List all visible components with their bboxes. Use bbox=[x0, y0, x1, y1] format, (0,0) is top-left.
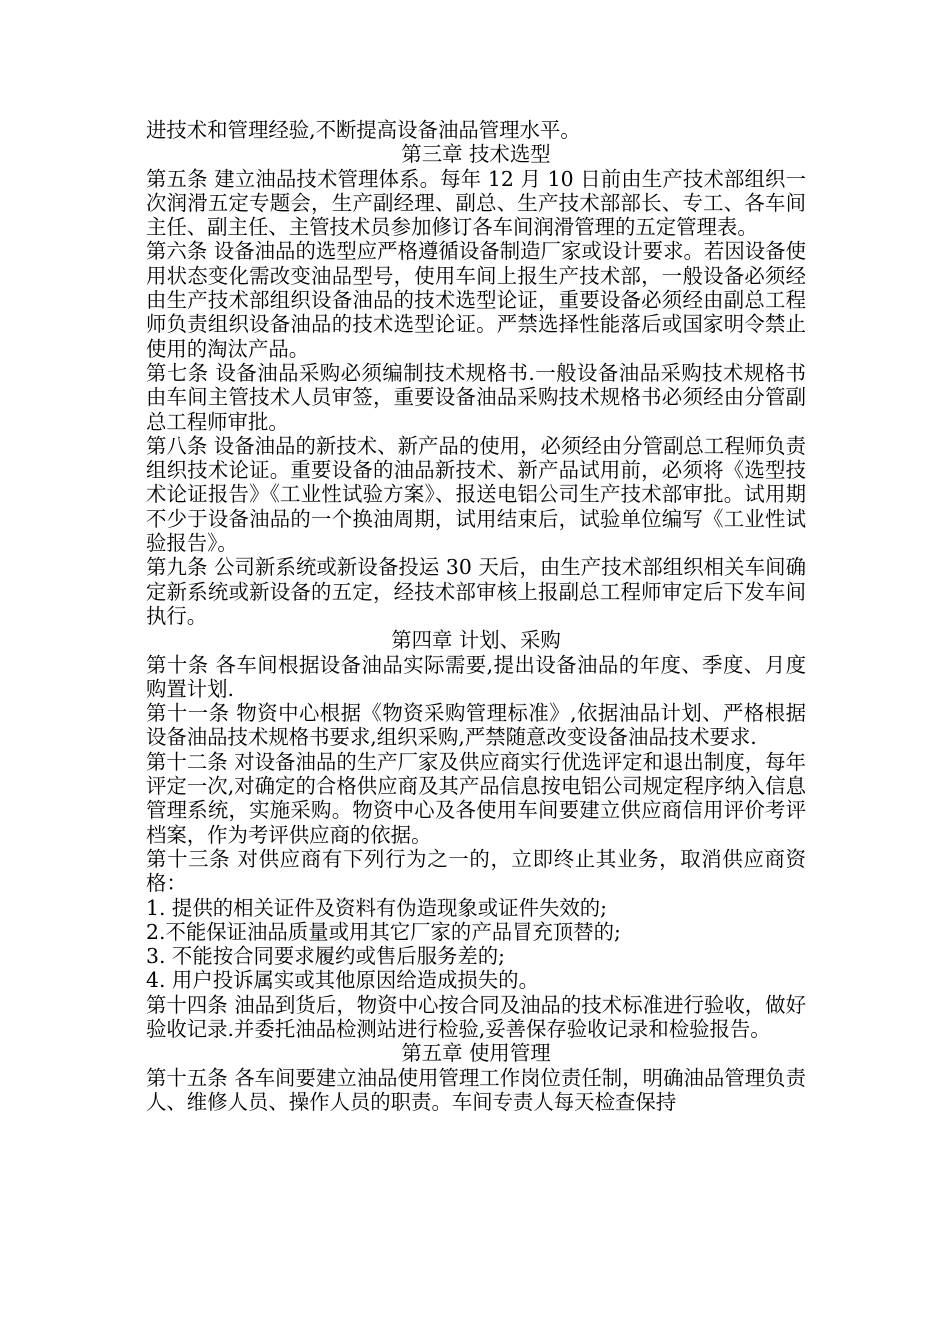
list-item: 4. 用户投诉属实或其他原因给造成损失的。 bbox=[146, 968, 539, 993]
paragraph: 第十一条 物资中心根据《物资采购管理标准》,依据油品计划、严格根据设备油品技术规格书要求,组织采购,严禁随意改变设备油品技术要求. bbox=[146, 701, 806, 750]
list-item: 3. 不能按合同要求履约或售后服务差的; bbox=[146, 944, 506, 969]
chapter-heading: 第三章 技术选型 bbox=[401, 142, 551, 167]
paragraph: 第五条 建立油品技术管理体系。每年 12 月 10 日前由生产技术部组织一次润滑五定专题会，生产副经理、副总、生产技术部部长、专工、各车间主任、副主任、主管技术员参加修订各车间润滑管理的五定管理表。 bbox=[146, 166, 806, 240]
paragraph: 第十五条 各车间要建立油品使用管理工作岗位责任制，明确油品管理负责人、维修人员、操作人员的职责。车间专责人每天检查保持 bbox=[146, 1065, 806, 1114]
paragraph: 第六条 设备油品的选型应严格遵循设备制造厂家或设计要求。若因设备使用状态变化需改变油品型号，使用车间上报生产技术部，一般设备必须经由生产技术部组织设备油品的技术选型论证，重要设备必须经由副总工程师负责组织设备油品的技术选型论证。严禁选择性能落后或国家明令禁止使用的淘汰产品。 bbox=[146, 239, 806, 361]
paragraph: 进技术和管理经验,不断提高设备油品管理水平。 bbox=[146, 118, 581, 142]
list-item: 1. 提供的相关证件及资料有伪造现象或证件失效的; bbox=[146, 895, 608, 920]
paragraph: 第十四条 油品到货后，物资中心按合同及油品的技术标准进行验收，做好验收记录.并委托油品检测站进行检验,妥善保存验收记录和检验报告。 bbox=[146, 992, 806, 1041]
paragraph: 第九条 公司新系统或新设备投运 30 天后，由生产技术部组织相关车间确定新系统或新设备的五定，经技术部审核上报副总工程师审定后下发车间执行。 bbox=[146, 555, 806, 628]
paragraph: 第十二条 对设备油品的生产厂家及供应商实行优选评定和退出制度，每年评定一次,对确定的合格供应商及其产品信息按电铝公司规定程序纳入信息管理系统，实施采购。物资中心及各使用车间要建立供应商信用评价考评档案，作为考评供应商的依据。 bbox=[146, 749, 806, 847]
paragraph: 第七条 设备油品采购必须编制技术规格书.一般设备油品采购技术规格书由车间主管技术人员审签，重要设备油品采购技术规格书必须经由分管副总工程师审批。 bbox=[146, 360, 806, 434]
paragraph: 第十三条 对供应商有下列行为之一的，立即终止其业务，取消供应商资格： bbox=[146, 846, 806, 896]
document-page bbox=[146, 118, 806, 1114]
paragraph: 第十条 各车间根据设备油品实际需要,提出设备油品的年度、季度、月度购置计划. bbox=[146, 652, 806, 701]
chapter-heading: 第四章 计划、采购 bbox=[391, 628, 561, 653]
chapter-heading: 第五章 使用管理 bbox=[401, 1041, 551, 1066]
paragraph: 第八条 设备油品的新技术、新产品的使用，必须经由分管副总工程师负责组织技术论证。重要设备的油品新技术、新产品试用前，必须将《选型技术论证报告》《工业性试验方案》、报送电铝公司生产技术部审批。试用期不少于设备油品的一个换油周期，试用结束后，试验单位编写《工业性试验报告》。 bbox=[146, 433, 806, 556]
list-item: 2.不能保证油品质量或用其它厂家的产品冒充顶替的; bbox=[146, 919, 621, 944]
